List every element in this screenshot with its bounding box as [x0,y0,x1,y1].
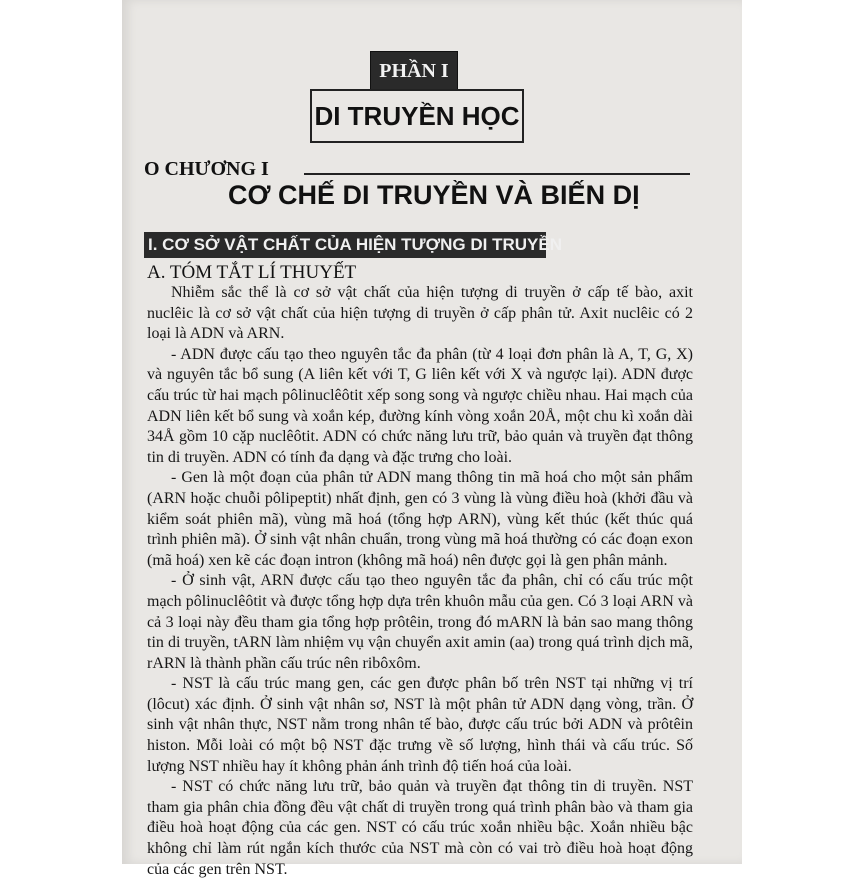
part-title: DI TRUYỀN HỌC [310,89,524,143]
paragraph: - NST có chức năng lưu trữ, bảo quản và truyền đạt thông tin di truyền. NST tham gia phân chia đồng đều vật chất di truyền trong quá trình phân bào và tham gia điều hoà hoạt động của các gen. NST có cấu trúc xoắn nhiều bậc. Xoắn nhiều bậc không chỉ làm rút ngắn kích thước của NST mà còn có vai trò điều hoà hoạt động của các gen trên NST. [147,778,693,878]
paragraph: - ADN được cấu tạo theo nguyên tắc đa phân (từ 4 loại đơn phân là A, T, G, X) và nguyên tắc bổ sung (A liên kết với T, G liên kết với X và ngược lại). ADN được cấu trúc từ hai mạch pôlinuclêôtit xếp song song và ngược chiều nhau. Hai mạch của ADN liên kết bổ sung và xoắn kép, đường kính vòng xoắn 20Å, một chu kì xoắn dài 34Å gồm 10 cặp nuclêôtit. ADN có chức năng lưu trữ, bảo quản và truyền đạt thông tin di truyền. ADN có tính đa dạng và đặc trưng cho loài. [147,345,693,466]
chapter-title: CƠ CHẾ DI TRUYỀN VÀ BIẾN DỊ [228,180,640,210]
section-subheading: A. TÓM TẮT LÍ THUYẾT [147,262,357,283]
paragraph: - Ở sinh vật, ARN được cấu tạo theo nguyên tắc đa phân, chỉ có cấu trúc một mạch pôlinuclêôtit và được tổng hợp dựa trên khuôn mẫu của gen. Có 3 loại ARN và cả 3 loại này đều tham gia tổng hợp prôtêin, trong đó mARN là bản sao mang thông tin di truyền, tARN làm nhiệm vụ vận chuyển axit amin (aa) trong quá trình dịch mã, rARN là thành phần cấu trúc nên ribôxôm. [147,572,693,672]
paragraph: - Gen là một đoạn của phân tử ADN mang thông tin mã hoá cho một sản phẩm (ARN hoặc chuỗi pôlipeptit) nhất định, gen có 3 vùng là vùng điều hoà (khởi đầu và kiểm soát phiên mã), vùng mã hoá (tổng hợp ARN), vùng kết thúc (kết thúc quá trình phiên mã). Ở sinh vật nhân chuẩn, trong vùng mã hoá thường có các đoạn exon (mã hoá) xen kẽ các đoạn intron (không mã hoá) nên được gọi là gen phân mảnh. [147,469,693,569]
section-title: I. CƠ SỞ VẬT CHẤT CỦA HIỆN TƯỢNG DI TRUYỀN [144,232,546,258]
body-text [147,283,693,880]
chapter-row [144,158,690,180]
paragraph: - NST là cấu trúc mang gen, các gen được phân bố trên NST tại những vị trí (lôcut) xác định. Ở sinh vật nhân sơ, NST là một phân tử ADN dạng vòng, trần. Ở sinh vật nhân thực, NST nằm trong nhân tế bào, được cấu trúc bởi ADN và prôtêin histon. Mỗi loài có một bộ NST đặc trưng về số lượng, hình thái và cấu trúc. Số lượng NST nhiều hay ít không phản ánh trình độ tiến hoá của loài. [147,675,693,775]
chapter-divider [304,173,690,175]
part-label: PHẦN I [370,51,458,91]
paragraph: Nhiễm sắc thể là cơ sở vật chất của hiện tượng di truyền ở cấp tế bào, axit nuclêic là cơ sở vật chất của hiện tượng di truyền ở cấp phân tử. Axit nuclêic có 2 loại là ADN và ARN. [147,284,693,343]
chapter-label: O CHƯƠNG I [144,158,269,180]
